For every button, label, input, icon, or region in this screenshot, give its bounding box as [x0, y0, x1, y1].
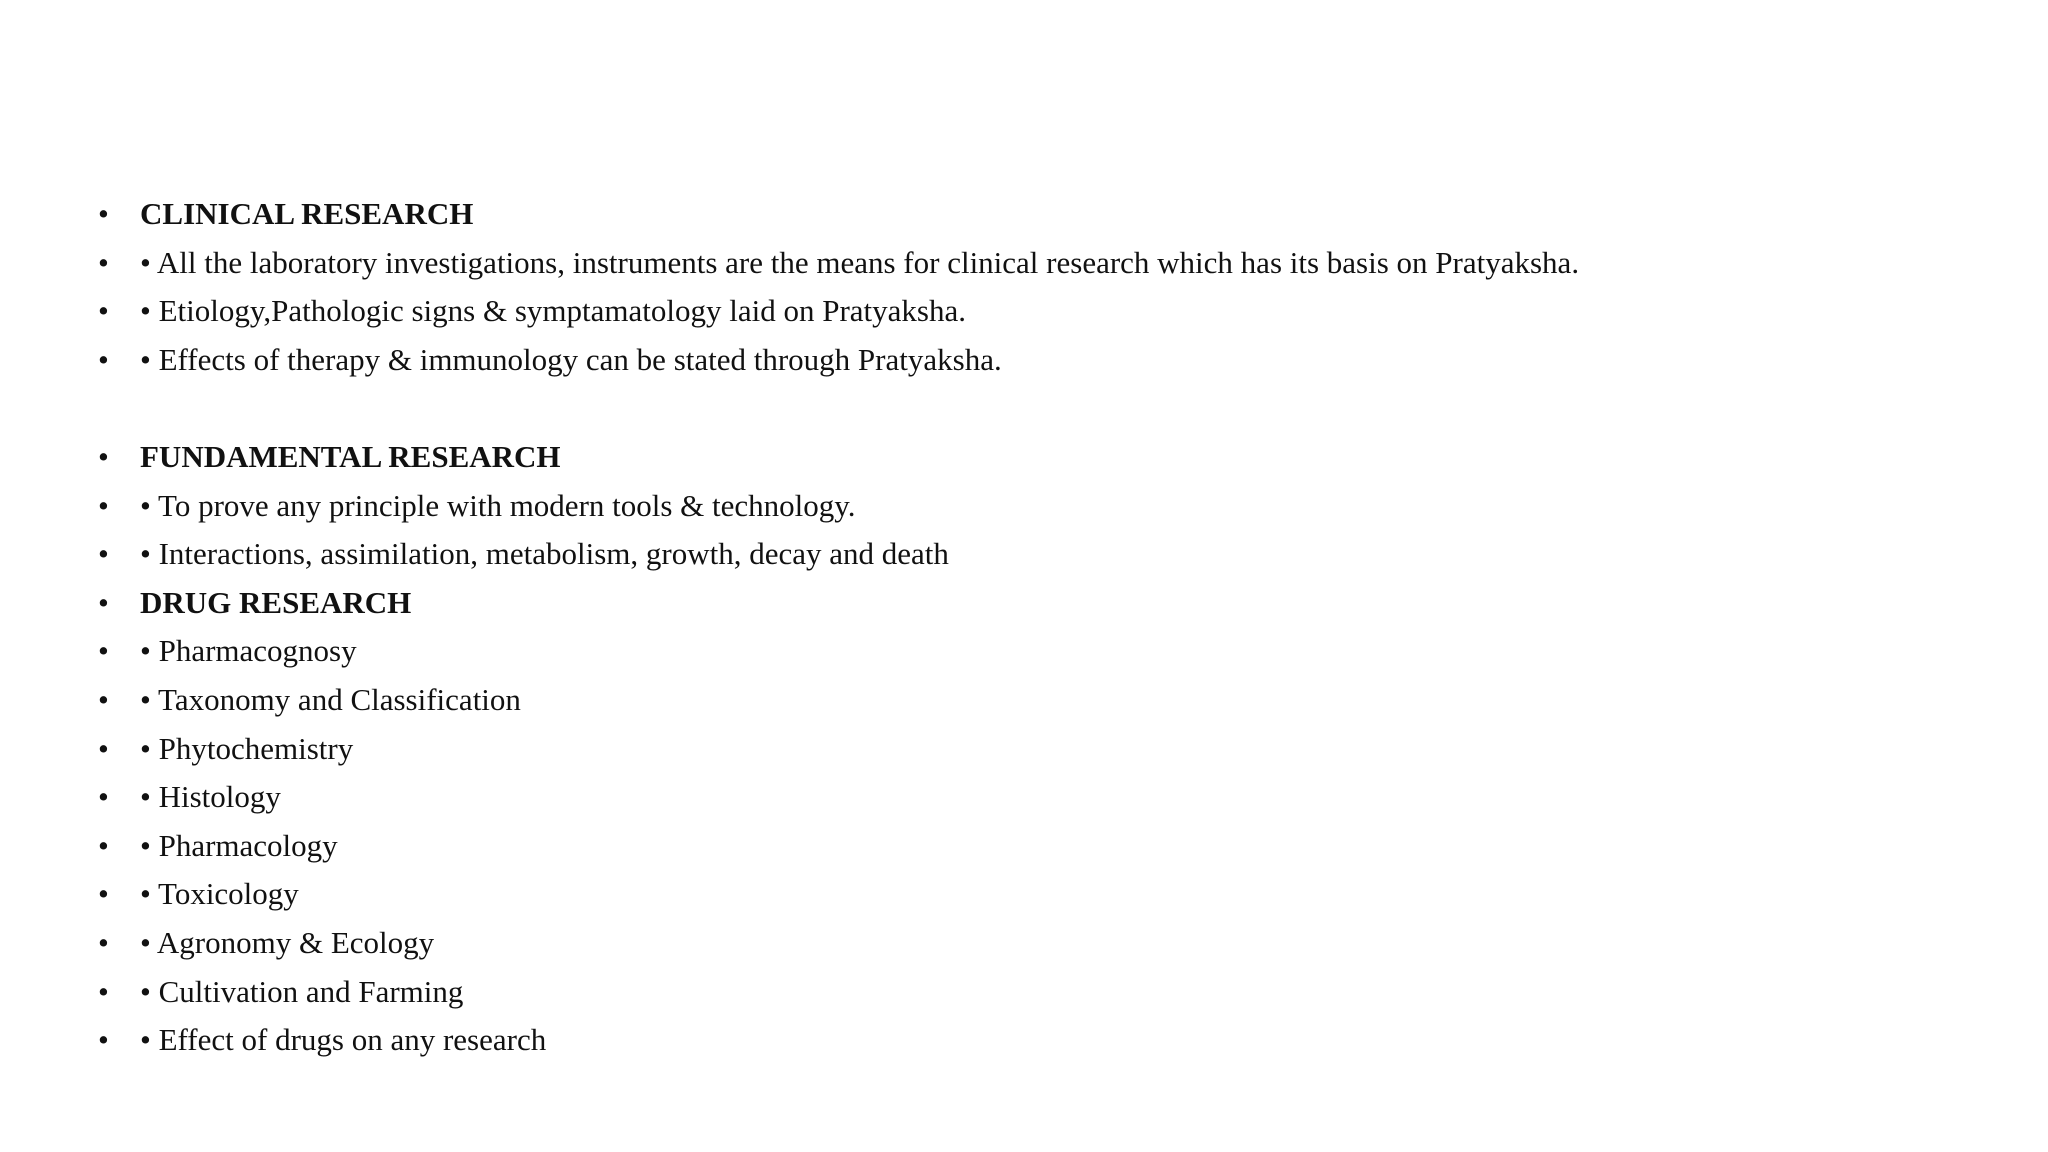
heading-text: DRUG RESEARCH [140, 584, 412, 620]
list-item [98, 725, 1579, 774]
list-item [98, 968, 1579, 1017]
list-item-text: • Effect of drugs on any research [140, 1022, 547, 1058]
spacer [98, 384, 1579, 433]
list-item-text: • To prove any principle with modern tools & technology. [140, 487, 856, 523]
bullet-marker: • [98, 487, 109, 523]
bullet-marker: • [98, 341, 109, 377]
bullet-marker: • [98, 536, 109, 572]
list-item-text: • Pharmacognosy [140, 633, 357, 669]
bullet-list [98, 190, 1579, 1065]
list-item [98, 482, 1579, 531]
list-item [98, 676, 1579, 725]
list-item [98, 530, 1579, 579]
list-item [98, 239, 1579, 288]
list-item-text: • Cultivation and Farming [140, 973, 464, 1009]
list-item [98, 1016, 1579, 1065]
bullet-marker: • [98, 1022, 109, 1058]
bullet-marker: • [98, 973, 109, 1009]
bullet-marker: • [98, 196, 109, 231]
bullet-marker: • [98, 827, 109, 863]
list-item-text: • Effects of therapy & immunology can be stated through Pratyaksha. [140, 341, 1002, 377]
list-item [98, 919, 1579, 968]
bullet-marker: • [98, 681, 109, 717]
bullet-marker: • [98, 438, 109, 474]
bullet-marker: • [98, 584, 109, 620]
list-item-text: • Agronomy & Ecology [140, 924, 435, 960]
bullet-marker: • [98, 779, 109, 815]
section-heading-drug [98, 579, 1579, 628]
section-heading-fundamental [98, 433, 1579, 482]
bullet-marker: • [98, 876, 109, 912]
list-item [98, 336, 1579, 385]
list-item-text: • Etiology,Pathologic signs & symptamatology laid on Pratyaksha. [140, 293, 966, 329]
list-item [98, 773, 1579, 822]
list-item-text: • Taxonomy and Classification [140, 681, 521, 717]
list-item-text: • Pharmacology [140, 827, 338, 863]
bullet-marker: • [98, 730, 109, 766]
section-heading-clinical [98, 190, 1579, 239]
bullet-marker: • [98, 244, 109, 280]
list-item-text: • All the laboratory investigations, instruments are the means for clinical research which has its basis on Pratyaksha. [140, 244, 1580, 280]
bullet-marker: • [98, 924, 109, 960]
list-item [98, 627, 1579, 676]
list-item-text: • Interactions, assimilation, metabolism, growth, decay and death [140, 536, 949, 572]
list-item [98, 870, 1579, 919]
list-item-text: • Phytochemistry [140, 730, 354, 766]
list-item [98, 822, 1579, 871]
heading-text: CLINICAL RESEARCH [140, 196, 474, 231]
bullet-marker: • [98, 633, 109, 669]
list-item-text: • Histology [140, 779, 281, 815]
heading-text: FUNDAMENTAL RESEARCH [140, 438, 561, 474]
list-item [98, 287, 1579, 336]
list-item-text: • Toxicology [140, 876, 299, 912]
bullet-marker: • [98, 293, 109, 329]
